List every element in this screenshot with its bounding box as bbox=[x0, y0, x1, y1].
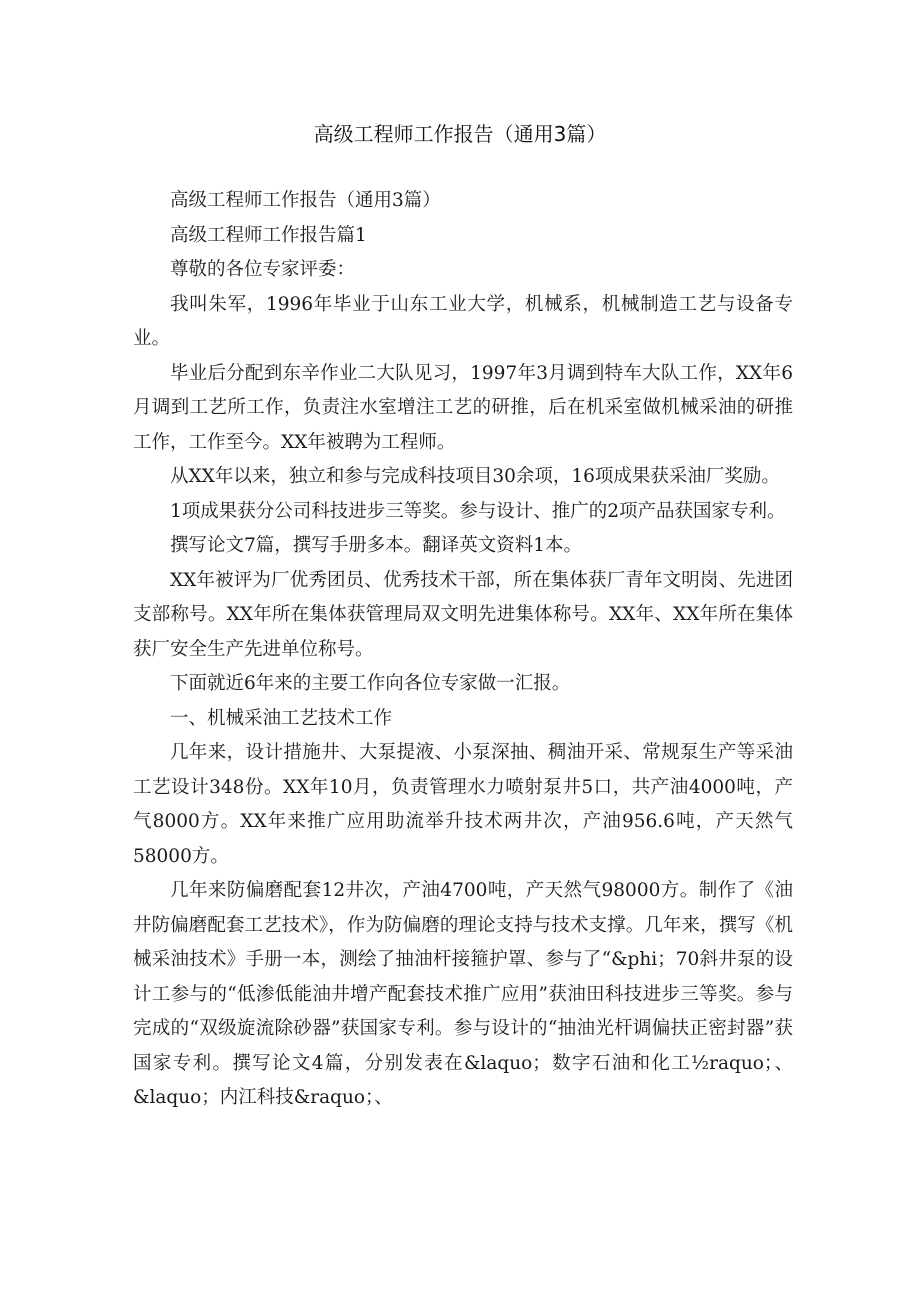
paragraph: XX年被评为厂优秀团员、优秀技术干部，所在集体获厂青年文明岗、先进团支部称号。XX年所在集体获管理局双文明先进集体称号。XX年、XX年所在集体获厂安全生产先进单位称号。 bbox=[133, 569, 793, 660]
paragraph: 高级工程师工作报告（通用3篇） bbox=[170, 190, 441, 211]
paragraph: 几年来，设计措施井、大泵提液、小泵深抽、稠油开采、常规泵生产等采油工艺设计348份。XX年10月，负责管理水力喷射泵井5口，共产油4000吨，产气8000方。XX年来推广应用助流举升技术两井次，产油956.6吨，产天然气58000方。 bbox=[133, 742, 793, 867]
paragraph: 我叫朱军，1996年毕业于山东工业大学，机械系，机械制造工艺与设备专业。 bbox=[133, 293, 793, 349]
document-title: 高级工程师工作报告（通用3篇） bbox=[313, 122, 607, 146]
paragraph: 毕业后分配到东辛作业二大队见习，1997年3月调到特车大队工作，XX年6月调到工艺所工作，负责注水室增注工艺的研推，后在机采室做机械采油的研推工作，工作至今。XX年被聘为工程师。 bbox=[133, 362, 793, 453]
document-body bbox=[133, 184, 793, 1116]
paragraph: 撰写论文7篇，撰写手册多本。翻译英文资料1本。 bbox=[170, 535, 583, 556]
paragraph: 1项成果获分公司科技进步三等奖。参与设计、推广的2项产品获国家专利。 bbox=[170, 500, 786, 522]
paragraph: 下面就近6年来的主要工作向各位专家做一汇报。 bbox=[170, 673, 571, 694]
paragraph: 高级工程师工作报告篇1 bbox=[170, 224, 367, 246]
paragraph: 一、机械采油工艺技术工作 bbox=[170, 707, 393, 729]
paragraph: 尊敬的各位专家评委： bbox=[170, 259, 356, 280]
paragraph: 从XX年以来，独立和参与完成科技项目30余项，16项成果获采油厂奖励。 bbox=[170, 466, 780, 487]
paragraph: 几年来防偏磨配套12井次，产油4700吨，产天然气98000方。制作了《油井防偏磨配套工艺技术》，作为防偏磨的理论支持与技术支撑。几年来，撰写《机械采油技术》手册一本，测绘了抽油杆接箍护罩、参与了“&phi；70斜井泵的设计工参与的“低渗低能油井增产配套技术推广应用”获油田科技进步三等奖。参与完成的“双级旋流除砂器”获国家专利。参与设计的“抽油光杆调偏扶正密封器”获国家专利。撰写论文4篇，分别发表在&laquo；数字石油和化工½raquo；、&laquo；内江科技&raquo；、 bbox=[133, 880, 793, 1108]
